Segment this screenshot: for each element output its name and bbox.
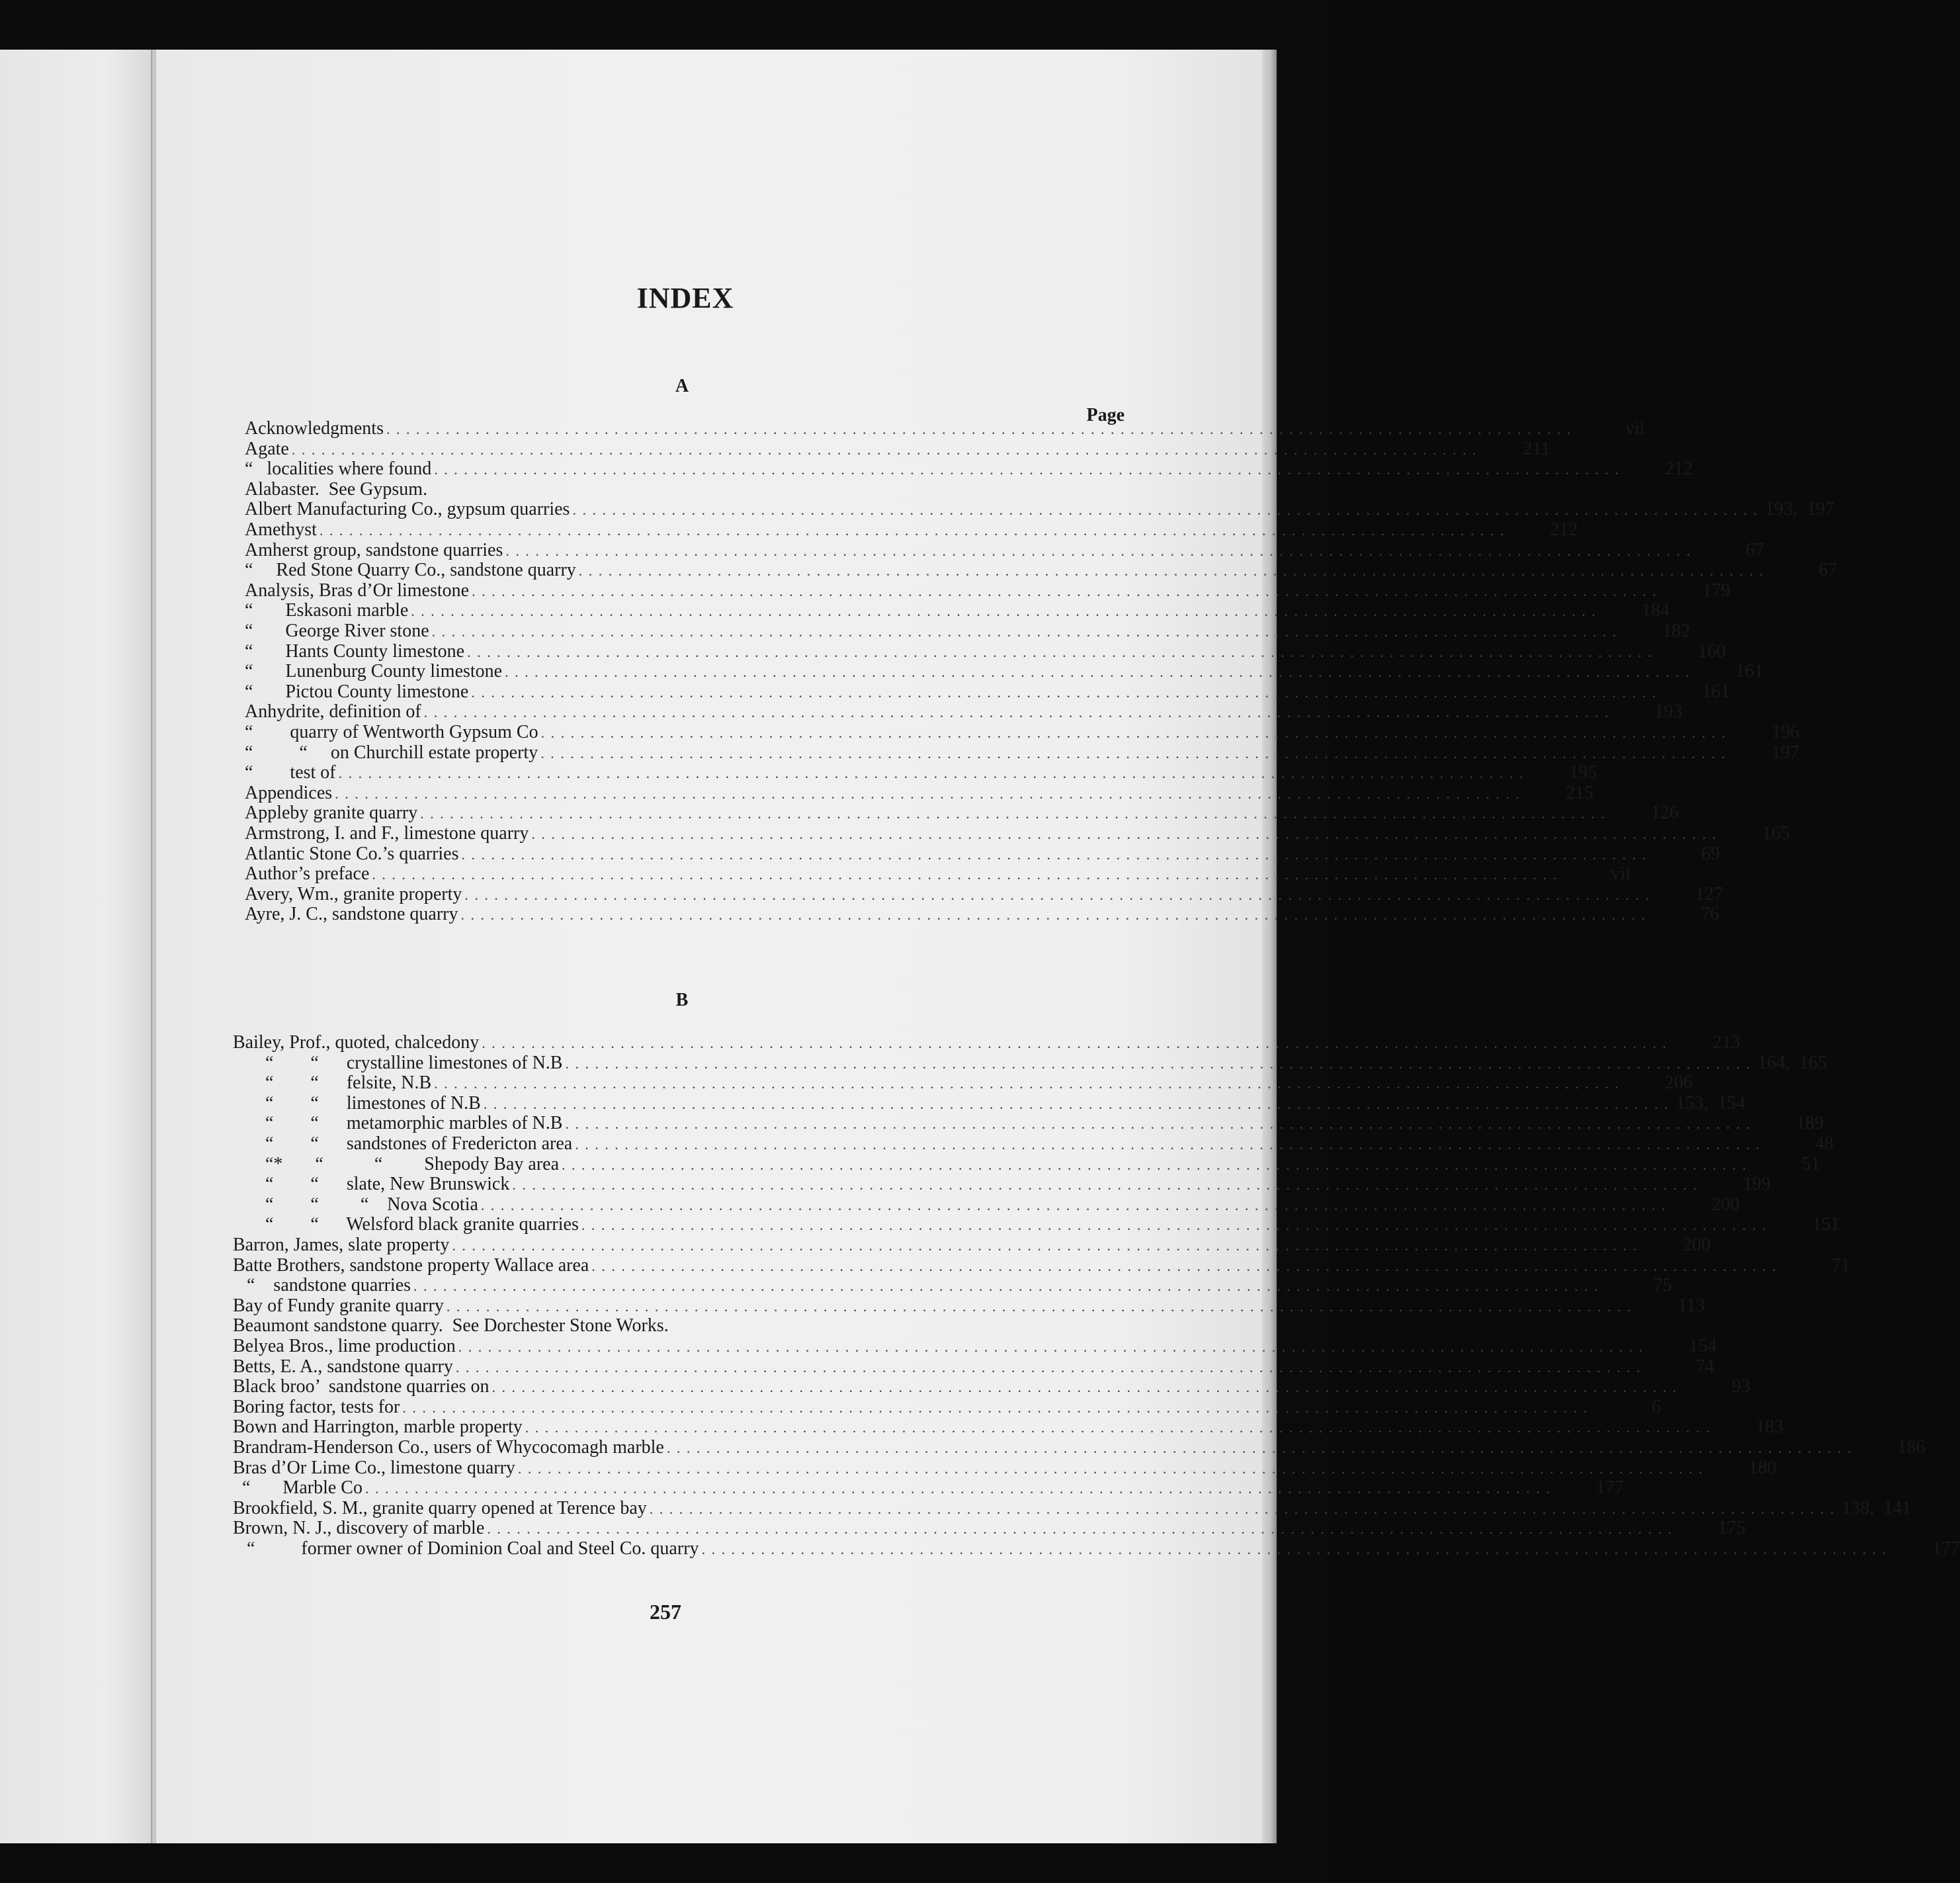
- index-entry: [233, 1092, 1746, 1114]
- entry-text: “ localities where found: [245, 459, 432, 480]
- dot-leader: . . . . . . . . . . . . . . . . . . . . . . . . . . . . . . . . . . . . . . . . . . . . . . . . . . . . . . . . . . . . . . . . . . . . . . . . . . . . . . . . . . . . . . . . . . . . . . . . . . . . . . . . . . . . . . . . . . . . . . . .: [460, 906, 1646, 924]
- index-entry: [233, 1437, 1926, 1458]
- entry-page-numbers: 195: [1569, 762, 1598, 783]
- index-entry: [245, 661, 1764, 682]
- entry-page-numbers: 196: [1771, 722, 1800, 742]
- book-gutter: [151, 50, 156, 1843]
- entry-page-numbers: 151: [1812, 1214, 1840, 1235]
- entry-text: Bras d’Or Lime Co., limestone quarry: [233, 1457, 515, 1478]
- entry-text: “ “ Welsford black granite quarries: [233, 1214, 579, 1235]
- index-entry: [233, 1336, 1717, 1356]
- entry-page-numbers: 180: [1748, 1457, 1777, 1478]
- dot-leader: . . . . . . . . . . . . . . . . . . . . . . . . . . . . . . . . . . . . . . . . . . . . . . . . . . . . . . . . . . . . . . . . . . . . . . . . . . . . . . . . . . . . . . . . . . . . . . . . . . . . . . . . . . . . . . . . . . . . . . . .: [483, 1095, 1670, 1112]
- dot-leader: . . . . . . . . . . . . . . . . . . . . . . . . . . . . . . . . . . . . . . . . . . . . . . . . . . . . . . . . . . . . . . . . . . . . . . . . . . . . . . . . . . . . . . . . . . . . . . . . . . . . . . . . . . . . . . . . . . . . . . . .: [434, 1075, 1620, 1092]
- entry-text: Author’s preface: [245, 863, 370, 885]
- index-entry: [233, 1235, 1711, 1255]
- index-entry: [233, 1295, 1705, 1316]
- index-entry: [245, 640, 1726, 662]
- index-entry: [245, 883, 1723, 904]
- entry-text: Bown and Harrington, marble property: [233, 1417, 523, 1438]
- entry-page-numbers: 213: [1712, 1032, 1740, 1053]
- entry-page-numbers: 113: [1678, 1295, 1705, 1316]
- entry-text: Amherst group, sandstone quarries: [245, 539, 503, 560]
- dot-leader: . . . . . . . . . . . . . . . . . . . . . . . . . . . . . . . . . . . . . . . . . . . . . . . . . . . . . . . . . . . . . . . . . . . . . . . . . . . . . . . . . . . . . . . . . . . . . . . . . . . . . . . . . . . . . . . . . . . . . . . .: [411, 603, 1597, 620]
- index-entry: [245, 479, 1125, 500]
- dot-leader: . . . . . . . . . . . . . . . . . . . . . . . . . . . . . . . . . . . . . . . . . . . . . . . . . . . . . . . . . . . . . . . . . . . . . . . . . . . . . . . . . . . . . . . . . . . . . . . . . . . . . . . . . . . . . . . . . . . . . . . .: [335, 785, 1521, 802]
- entry-text: “ former owner of Dominion Coal and Steel Co. quarry: [233, 1538, 699, 1559]
- dot-leader: . . . . . . . . . . . . . . . . . . . . . . . . . . . . . . . . . . . . . . . . . . . . . . . . . . . . . . . . . . . . . . . . . . . . . . . . . . . . . . . . . . . . . . . . . . . . . . . . . . . . . . . . . . . . . . . . . . . . . . . .: [413, 1278, 1599, 1295]
- entry-page-numbers: 71: [1831, 1254, 1850, 1276]
- index-entry: [245, 904, 1719, 925]
- entry-page-numbers: vii: [1625, 418, 1645, 439]
- entry-text: “ George River stone: [245, 621, 429, 641]
- entry-text: “ “ limestones of N.B: [233, 1092, 481, 1114]
- index-entry: [245, 843, 1721, 864]
- entry-page-numbers: 138, 141: [1842, 1497, 1912, 1518]
- dot-leader: . . . . . . . . . . . . . . . . . . . . . . . . . . . . . . . . . . . . . . . . . . . . . . . . . . . . . . . . . . . . . . . . . . . . . . . . . . . . . . . . . . . . . . . . . . . . . . . . . . . . . . . . . . . . . . . . . . . . . . . .: [505, 664, 1691, 681]
- entry-page-numbers: 200: [1711, 1194, 1740, 1215]
- dot-leader: . . . . . . . . . . . . . . . . . . . . . . . . . . . . . . . . . . . . . . . . . . . . . . . . . . . . . . . . . . . . . . . . . . . . . . . . . . . . . . . . . . . . . . . . . . . . . . . . . . . . . . . . . . . . . . . . . . . . . . . .: [423, 704, 1610, 721]
- entry-text: “ Hants County limestone: [245, 640, 465, 662]
- entry-page-numbers: 75: [1653, 1275, 1672, 1296]
- index-entry: [233, 1417, 1784, 1438]
- index-entry: [233, 1457, 1777, 1478]
- index-entry: [233, 1396, 1661, 1417]
- dot-leader: . . . . . . . . . . . . . . . . . . . . . . . . . . . . . . . . . . . . . . . . . . . . . . . . . . . . . . . . . . . . . . . . . . . . . . . . . . . . . . . . . . . . . . . . . . . . . . . . . . . . . . . . . . . . . . . . . . . . . . . .: [531, 826, 1717, 842]
- index-entry: [233, 1538, 1960, 1559]
- index-entry: [245, 701, 1683, 723]
- entry-page-numbers: 161: [1701, 681, 1730, 702]
- dot-leader: . . . . . . . . . . . . . . . . . . . . . . . . . . . . . . . . . . . . . . . . . . . . . . . . . . . . . . . . . . . . . . . . . . . . . . . . . . . . . . . . . . . . . . . . . . . . . . . . . . . . . . . . . . . . . . . . . . . . . . . .: [458, 1338, 1644, 1355]
- entry-text: Agate: [245, 438, 289, 459]
- entry-page-numbers: 200: [1682, 1235, 1711, 1255]
- entry-page-numbers: 193, 197: [1764, 499, 1834, 520]
- page-title: INDEX: [636, 282, 734, 314]
- dot-leader: . . . . . . . . . . . . . . . . . . . . . . . . . . . . . . . . . . . . . . . . . . . . . . . . . . . . . . . . . . . . . . . . . . . . . . . . . . . . . . . . . . . . . . . . . . . . . . . . . . . . . . . . . . . . . . . . . . . . . . . .: [372, 866, 1558, 883]
- index-entry: [233, 1254, 1850, 1276]
- entry-page-numbers: 197: [1771, 742, 1799, 763]
- dot-leader: . . . . . . . . . . . . . . . . . . . . . . . . . . . . . . . . . . . . . . . . . . . . . . . . . . . . . . . . . . . . . . . . . . . . . . . . . . . . . . . . . . . . . . . . . . . . . . . . . . . . . . . . . . . . . . . . . . . . . . . .: [572, 502, 1758, 519]
- entry-page-numbers: 74: [1695, 1356, 1715, 1377]
- index-entry: [233, 1133, 1834, 1154]
- entry-text: Brown, N. J., discovery of marble: [233, 1518, 485, 1539]
- scan-border-top: [0, 0, 1328, 50]
- entry-text: Amethyst: [245, 519, 317, 540]
- index-page: [156, 50, 1275, 1843]
- dot-leader: . . . . . . . . . . . . . . . . . . . . . . . . . . . . . . . . . . . . . . . . . . . . . . . . . . . . . . . . . . . . . . . . . . . . . . . . . . . . . . . . . . . . . . . . . . . . . . . . . . . . . . . . . . . . . . . . . . . . . . . .: [471, 683, 1657, 701]
- entry-text: “ Lunenburg County limestone: [245, 661, 503, 682]
- dot-leader: . . . . . . . . . . . . . . . . . . . . . . . . . . . . . . . . . . . . . . . . . . . . . . . . . . . . . . . . . . . . . . . . . . . . . . . . . . . . . . . . . . . . . . . . . . . . . . . . . . . . . . . . . . . . . . . . . . . . . . . .: [464, 886, 1650, 903]
- entry-page-numbers: 76: [1700, 904, 1719, 925]
- index-entry: [233, 1052, 1827, 1073]
- entry-page-numbers: 215: [1565, 782, 1594, 803]
- dot-leader: . . . . . . . . . . . . . . . . . . . . . . . . . . . . . . . . . . . . . . . . . . . . . . . . . . . . . . . . . . . . . . . . . . . . . . . . . . . . . . . . . . . . . . . . . . . . . . . . . . . . . . . . . . . . . . . . . . . . . . . .: [434, 461, 1620, 478]
- index-entry: [245, 823, 1790, 844]
- entry-text: Brandram-Henderson Co., users of Whycocomagh marble: [233, 1437, 664, 1458]
- entry-text: Batte Brothers, sandstone property Wallace area: [233, 1254, 589, 1276]
- dot-leader: . . . . . . . . . . . . . . . . . . . . . . . . . . . . . . . . . . . . . . . . . . . . . . . . . . . . . . . . . . . . . . . . . . . . . . . . . . . . . . . . . . . . . . . . . . . . . . . . . . . . . . . . . . . . . . . . . . . . . . . .: [467, 643, 1653, 660]
- entry-page-numbers: 93: [1732, 1376, 1750, 1397]
- dot-leader: . . . . . . . . . . . . . . . . . . . . . . . . . . . . . . . . . . . . . . . . . . . . . . . . . . . . . . . . . . . . . . . . . . . . . . . . . . . . . . . . . . . . . . . . . . . . . . . . . . . . . . . . . . . . . . . . . . . . . . . .: [505, 542, 1691, 559]
- entry-page-numbers: 160: [1697, 640, 1726, 662]
- entry-text: Ayre, J. C., sandstone quarry: [245, 904, 458, 925]
- dot-leader: . . . . . . . . . . . . . . . . . . . . . . . . . . . . . . . . . . . . . . . . . . . . . . . . . . . . . . . . . . . . . . . . . . . . . . . . . . . . . . . . . . . . . . . . . . . . . . . . . . . . . . . . . . . . . . . . . . . . . . . .: [431, 623, 1618, 640]
- index-entry: [245, 742, 1799, 763]
- index-entry: [233, 1518, 1746, 1539]
- dot-leader: . . . . . . . . . . . . . . . . . . . . . . . . . . . . . . . . . . . . . . . . . . . . . . . . . . . . . . . . . . . . . . . . . . . . . . . . . . . . . . . . . . . . . . . . . . . . . . . . . . . . . . . . . . . . . . . . . . . . . . . .: [319, 522, 1506, 539]
- index-entry: [233, 1214, 1840, 1235]
- entry-page-numbers: 175: [1717, 1518, 1746, 1539]
- dot-leader: . . . . . . . . . . . . . . . . . . . . . . . . . . . . . . . . . . . . . . . . . . . . . . . . . . . . . . . . . . . . . . . . . . . . . . . . . . . . . . . . . . . . . . . . . . . . . . . . . . . . . . . . . . . . . . . . . . . . . . . .: [512, 1176, 1698, 1194]
- entry-text: Bailey, Prof., quoted, chalcedony: [233, 1032, 480, 1053]
- scan-border-right: [1275, 0, 1328, 1883]
- dot-leader: . . . . . . . . . . . . . . . . . . . . . . . . . . . . . . . . . . . . . . . . . . . . . . . . . . . . . . . . . . . . . . . . . . . . . . . . . . . . . . . . . . . . . . . . . . . . . . . . . . . . . . . . . . . . . . . . . . . . . . . .: [591, 1257, 1777, 1274]
- dot-leader: . . . . . . . . . . . . . . . . . . . . . . . . . . . . . . . . . . . . . . . . . . . . . . . . . . . . . . . . . . . . . . . . . . . . . . . . . . . . . . . . . . . . . . . . . . . . . . . . . . . . . . . . . . . . . . . . . . . . . . . .: [491, 1379, 1678, 1396]
- entry-page-numbers: 183: [1756, 1417, 1784, 1438]
- section-letter-a: A: [675, 376, 689, 396]
- entry-page-numbers: 48: [1814, 1133, 1834, 1154]
- entry-page-numbers: 177: [1596, 1477, 1624, 1499]
- page-edge: [1262, 50, 1277, 1843]
- dot-leader: . . . . . . . . . . . . . . . . . . . . . . . . . . . . . . . . . . . . . . . . . . . . . . . . . . . . . . . . . . . . . . . . . . . . . . . . . . . . . . . . . . . . . . . . . . . . . . . . . . . . . . . . . . . . . . . . . . . . . . . .: [386, 421, 1572, 437]
- entry-text: Appleby granite quarry: [245, 803, 418, 824]
- index-entry: [233, 1356, 1715, 1377]
- entry-page-numbers: 126: [1650, 803, 1679, 824]
- entry-text: Bay of Fundy granite quarry: [233, 1295, 444, 1316]
- entry-page-numbers: 212: [1550, 519, 1578, 540]
- entry-text: Armstrong, I. and F., limestone quarry: [245, 823, 529, 844]
- entry-page-numbers: 154: [1689, 1336, 1717, 1356]
- entry-text: Appendices: [245, 782, 333, 803]
- dot-leader: . . . . . . . . . . . . . . . . . . . . . . . . . . . . . . . . . . . . . . . . . . . . . . . . . . . . . . . . . . . . . . . . . . . . . . . . . . . . . . . . . . . . . . . . . . . . . . . . . . . . . . . . . . . . . . . . . . . . . . . .: [666, 1440, 1853, 1456]
- index-entry: [245, 600, 1670, 621]
- entry-page-numbers: 127: [1695, 883, 1723, 904]
- dot-leader: . . . . . . . . . . . . . . . . . . . . . . . . . . . . . . . . . . . . . . . . . . . . . . . . . . . . . . . . . . . . . . . . . . . . . . . . . . . . . . . . . . . . . . . . . . . . . . . . . . . . . . . . . . . . . . . . . . . . . . . .: [701, 1541, 1888, 1557]
- dot-leader: . . . . . . . . . . . . . . . . . . . . . . . . . . . . . . . . . . . . . . . . . . . . . . . . . . . . . . . . . . . . . . . . . . . . . . . . . . . . . . . . . . . . . . . . . . . . . . . . . . . . . . . . . . . . . . . . . . . . . . . .: [578, 562, 1765, 580]
- index-entry: [233, 1477, 1624, 1499]
- page-number: 257: [650, 1600, 681, 1624]
- index-entry: [245, 621, 1691, 641]
- entry-page-numbers: 164, 165: [1757, 1052, 1827, 1073]
- index-entry: [233, 1113, 1824, 1134]
- entry-text: “ “ felsite, N.B: [233, 1073, 432, 1094]
- dot-leader: . . . . . . . . . . . . . . . . . . . . . . . . . . . . . . . . . . . . . . . . . . . . . . . . . . . . . . . . . . . . . . . . . . . . . . . . . . . . . . . . . . . . . . . . . . . . . . . . . . . . . . . . . . . . . . . . . . . . . . . .: [364, 1480, 1551, 1497]
- index-entry: [245, 418, 1645, 439]
- entry-text: “ Eskasoni marble: [245, 600, 409, 621]
- index-entry: [233, 1032, 1740, 1053]
- dot-leader: . . . . . . . . . . . . . . . . . . . . . . . . . . . . . . . . . . . . . . . . . . . . . . . . . . . . . . . . . . . . . . . . . . . . . . . . . . . . . . . . . . . . . . . . . . . . . . . . . . . . . . . . . . . . . . . . . . . . . . . .: [517, 1460, 1704, 1477]
- entry-page-numbers: 199: [1742, 1174, 1771, 1195]
- index-entry: [245, 539, 1764, 560]
- index-entry: [233, 1194, 1740, 1215]
- index-entry: [245, 459, 1693, 480]
- dot-leader: . . . . . . . . . . . . . . . . . . . . . . . . . . . . . . . . . . . . . . . . . . . . . . . . . . . . . . . . . . . . . . . . . . . . . . . . . . . . . . . . . . . . . . . . . . . . . . . . . . . . . . . . . . . . . . . . . . . . . . . .: [581, 1217, 1768, 1234]
- index-entry: [233, 1153, 1820, 1174]
- entry-page-numbers: 179: [1702, 580, 1730, 601]
- entry-text: Beaumont sandstone quarry. See Dorchester Stone Works.: [233, 1315, 669, 1336]
- entry-text: “ quarry of Wentworth Gypsum Co: [245, 722, 538, 742]
- entry-page-numbers: 206: [1664, 1073, 1693, 1094]
- entry-text: “ Marble Co: [233, 1477, 362, 1499]
- entry-page-numbers: 69: [1701, 843, 1721, 864]
- entry-page-numbers: 165: [1762, 823, 1790, 844]
- entry-text: Avery, Wm., granite property: [245, 883, 462, 904]
- index-entry: [245, 803, 1679, 824]
- dot-leader: . . . . . . . . . . . . . . . . . . . . . . . . . . . . . . . . . . . . . . . . . . . . . . . . . . . . . . . . . . . . . . . . . . . . . . . . . . . . . . . . . . . . . . . . . . . . . . . . . . . . . . . . . . . . . . . . . . . . . . . .: [562, 1156, 1748, 1173]
- dot-leader: . . . . . . . . . . . . . . . . . . . . . . . . . . . . . . . . . . . . . . . . . . . . . . . . . . . . . . . . . . . . . . . . . . . . . . . . . . . . . . . . . . . . . . . . . . . . . . . . . . . . . . . . . . . . . . . . . . . . . . . .: [472, 582, 1658, 599]
- entry-page-numbers: 212: [1664, 459, 1693, 480]
- dot-leader: . . . . . . . . . . . . . . . . . . . . . . . . . . . . . . . . . . . . . . . . . . . . . . . . . . . . . . . . . . . . . . . . . . . . . . . . . . . . . . . . . . . . . . . . . . . . . . . . . . . . . . . . . . . . . . . . . . . . . . . .: [446, 1297, 1633, 1315]
- index-entry: [245, 782, 1594, 803]
- entry-text: “ “ metamorphic marbles of N.B: [233, 1113, 563, 1134]
- index-entry: [245, 519, 1578, 540]
- index-entry: [245, 560, 1838, 581]
- entry-text: Black broo’ sandstone quarries on: [233, 1376, 490, 1397]
- entry-text: Boring factor, tests for: [233, 1396, 400, 1417]
- entry-text: “ Red Stone Quarry Co., sandstone quarry: [245, 560, 576, 581]
- dot-leader: . . . . . . . . . . . . . . . . . . . . . . . . . . . . . . . . . . . . . . . . . . . . . . . . . . . . . . . . . . . . . . . . . . . . . . . . . . . . . . . . . . . . . . . . . . . . . . . . . . . . . . . . . . . . . . . . . . . . . . . .: [420, 805, 1606, 822]
- dot-leader: . . . . . . . . . . . . . . . . . . . . . . . . . . . . . . . . . . . . . . . . . . . . . . . . . . . . . . . . . . . . . . . . . . . . . . . . . . . . . . . . . . . . . . . . . . . . . . . . . . . . . . . . . . . . . . . . . . . . . . . .: [338, 765, 1525, 782]
- entry-page-numbers: 177: [1932, 1538, 1960, 1559]
- entry-text: “ test of: [245, 762, 336, 783]
- entry-text: “ sandstone quarries: [233, 1275, 411, 1296]
- entry-text: Alabaster. See Gypsum.: [245, 478, 428, 500]
- dot-leader: . . . . . . . . . . . . . . . . . . . . . . . . . . . . . . . . . . . . . . . . . . . . . . . . . . . . . . . . . . . . . . . . . . . . . . . . . . . . . . . . . . . . . . . . . . . . . . . . . . . . . . . . . . . . . . . . . . . . . . . .: [540, 724, 1727, 741]
- entry-text: Anhydrite, definition of: [245, 701, 421, 723]
- entry-page-numbers: 153, 154: [1676, 1092, 1746, 1114]
- index-entry: [245, 762, 1598, 783]
- dot-leader: . . . . . . . . . . . . . . . . . . . . . . . . . . . . . . . . . . . . . . . . . . . . . . . . . . . . . . . . . . . . . . . . . . . . . . . . . . . . . . . . . . . . . . . . . . . . . . . . . . . . . . . . . . . . . . . . . . . . . . . .: [565, 1116, 1751, 1133]
- index-entry: [245, 438, 1551, 459]
- dot-leader: . . . . . . . . . . . . . . . . . . . . . . . . . . . . . . . . . . . . . . . . . . . . . . . . . . . . . . . . . . . . . . . . . . . . . . . . . . . . . . . . . . . . . . . . . . . . . . . . . . . . . . . . . . . . . . . . . . . . . . . .: [565, 1055, 1751, 1072]
- dot-leader: . . . . . . . . . . . . . . . . . . . . . . . . . . . . . . . . . . . . . . . . . . . . . . . . . . . . . . . . . . . . . . . . . . . . . . . . . . . . . . . . . . . . . . . . . . . . . . . . . . . . . . . . . . . . . . . . . . . . . . . .: [455, 1358, 1642, 1376]
- facing-page: [0, 50, 153, 1843]
- index-entry: [245, 863, 1631, 885]
- dot-leader: . . . . . . . . . . . . . . . . . . . . . . . . . . . . . . . . . . . . . . . . . . . . . . . . . . . . . . . . . . . . . . . . . . . . . . . . . . . . . . . . . . . . . . . . . . . . . . . . . . . . . . . . . . . . . . . . . . . . . . . .: [575, 1136, 1761, 1153]
- entry-page-numbers: 186: [1897, 1437, 1926, 1458]
- entry-text: Brookfield, S. M., granite quarry opened at Terence bay: [233, 1497, 647, 1518]
- dot-leader: . . . . . . . . . . . . . . . . . . . . . . . . . . . . . . . . . . . . . . . . . . . . . . . . . . . . . . . . . . . . . . . . . . . . . . . . . . . . . . . . . . . . . . . . . . . . . . . . . . . . . . . . . . . . . . . . . . . . . . . .: [525, 1419, 1711, 1436]
- entry-text: “ “ “ Nova Scotia: [233, 1194, 478, 1215]
- entry-text: “ “ slate, New Brunswick: [233, 1174, 510, 1195]
- index-entry: [233, 1174, 1771, 1195]
- dot-leader: . . . . . . . . . . . . . . . . . . . . . . . . . . . . . . . . . . . . . . . . . . . . . . . . . . . . . . . . . . . . . . . . . . . . . . . . . . . . . . . . . . . . . . . . . . . . . . . . . . . . . . . . . . . . . . . . . . . . . . . .: [461, 846, 1648, 863]
- index-entry: [245, 681, 1730, 702]
- entry-page-numbers: 184: [1641, 600, 1670, 621]
- index-entry: [233, 1315, 1115, 1336]
- entry-page-numbers: 211: [1523, 438, 1551, 459]
- index-entry: [245, 722, 1800, 742]
- entry-text: “ Pictou County limestone: [245, 681, 469, 702]
- index-entry: [233, 1275, 1672, 1296]
- dot-leader: . . . . . . . . . . . . . . . . . . . . . . . . . . . . . . . . . . . . . . . . . . . . . . . . . . . . . . . . . . . . . . . . . . . . . . . . . . . . . . . . . . . . . . . . . . . . . . . . . . . . . . . . . . . . . . . . . . . . . . . .: [482, 1035, 1668, 1051]
- entry-text: “ “ sandstones of Fredericton area: [233, 1133, 573, 1154]
- section-letter-b: B: [675, 990, 689, 1010]
- scan-border-bottom: [0, 1843, 1328, 1883]
- entry-text: “* “ “ Shepody Bay area: [233, 1153, 559, 1174]
- dot-leader: . . . . . . . . . . . . . . . . . . . . . . . . . . . . . . . . . . . . . . . . . . . . . . . . . . . . . . . . . . . . . . . . . . . . . . . . . . . . . . . . . . . . . . . . . . . . . . . . . . . . . . . . . . . . . . . . . . . . . . . .: [452, 1237, 1638, 1254]
- dot-leader: . . . . . . . . . . . . . . . . . . . . . . . . . . . . . . . . . . . . . . . . . . . . . . . . . . . . . . . . . . . . . . . . . . . . . . . . . . . . . . . . . . . . . . . . . . . . . . . . . . . . . . . . . . . . . . . . . . . . . . . .: [480, 1196, 1667, 1213]
- entry-text: “ “ on Churchill estate property: [245, 742, 538, 763]
- entry-page-numbers: vii: [1611, 863, 1631, 885]
- entry-page-numbers: 67: [1818, 560, 1838, 581]
- entry-text: Albert Manufacturing Co., gypsum quarries: [245, 499, 570, 520]
- index-entry: [233, 1073, 1693, 1094]
- entry-page-numbers: 161: [1735, 661, 1764, 682]
- index-entry: [233, 1376, 1750, 1397]
- entry-page-numbers: 182: [1662, 621, 1691, 641]
- index-entry: [245, 580, 1730, 601]
- entry-page-numbers: 51: [1801, 1153, 1820, 1174]
- dot-leader: . . . . . . . . . . . . . . . . . . . . . . . . . . . . . . . . . . . . . . . . . . . . . . . . . . . . . . . . . . . . . . . . . . . . . . . . . . . . . . . . . . . . . . . . . . . . . . . . . . . . . . . . . . . . . . . . . . . . . . . .: [540, 744, 1726, 762]
- entry-page-numbers: 193: [1654, 701, 1683, 723]
- entry-text: Belyea Bros., lime production: [233, 1336, 456, 1356]
- entry-text: Analysis, Bras d’Or limestone: [245, 580, 470, 601]
- dot-leader: . . . . . . . . . . . . . . . . . . . . . . . . . . . . . . . . . . . . . . . . . . . . . . . . . . . . . . . . . . . . . . . . . . . . . . . . . . . . . . . . . . . . . . . . . . . . . . . . . . . . . . . . . . . . . . . . . . . . . . . .: [402, 1399, 1588, 1416]
- entry-text: “ “ crystalline limestones of N.B: [233, 1052, 563, 1073]
- entry-text: Betts, E. A., sandstone quarry: [233, 1356, 453, 1377]
- entry-text: Acknowledgments: [245, 418, 384, 439]
- entry-text: Barron, James, slate property: [233, 1235, 450, 1255]
- dot-leader: . . . . . . . . . . . . . . . . . . . . . . . . . . . . . . . . . . . . . . . . . . . . . . . . . . . . . . . . . . . . . . . . . . . . . . . . . . . . . . . . . . . . . . . . . . . . . . . . . . . . . . . . . . . . . . . . . . . . . . . .: [649, 1500, 1836, 1517]
- index-entry: [233, 1497, 1912, 1518]
- dot-leader: . . . . . . . . . . . . . . . . . . . . . . . . . . . . . . . . . . . . . . . . . . . . . . . . . . . . . . . . . . . . . . . . . . . . . . . . . . . . . . . . . . . . . . . . . . . . . . . . . . . . . . . . . . . . . . . . . . . . . . . .: [487, 1520, 1673, 1538]
- index-entry: [245, 499, 1834, 520]
- entry-page-numbers: 6: [1651, 1396, 1661, 1417]
- entry-text: Atlantic Stone Co.’s quarries: [245, 843, 459, 864]
- entry-page-numbers: 189: [1795, 1113, 1824, 1134]
- page-column-heading: Page: [1086, 405, 1125, 425]
- entry-page-numbers: 67: [1745, 539, 1764, 560]
- dot-leader: . . . . . . . . . . . . . . . . . . . . . . . . . . . . . . . . . . . . . . . . . . . . . . . . . . . . . . . . . . . . . . . . . . . . . . . . . . . . . . . . . . . . . . . . . . . . . . . . . . . . . . . . . . . . . . . . . . . . . . . .: [291, 441, 1478, 458]
